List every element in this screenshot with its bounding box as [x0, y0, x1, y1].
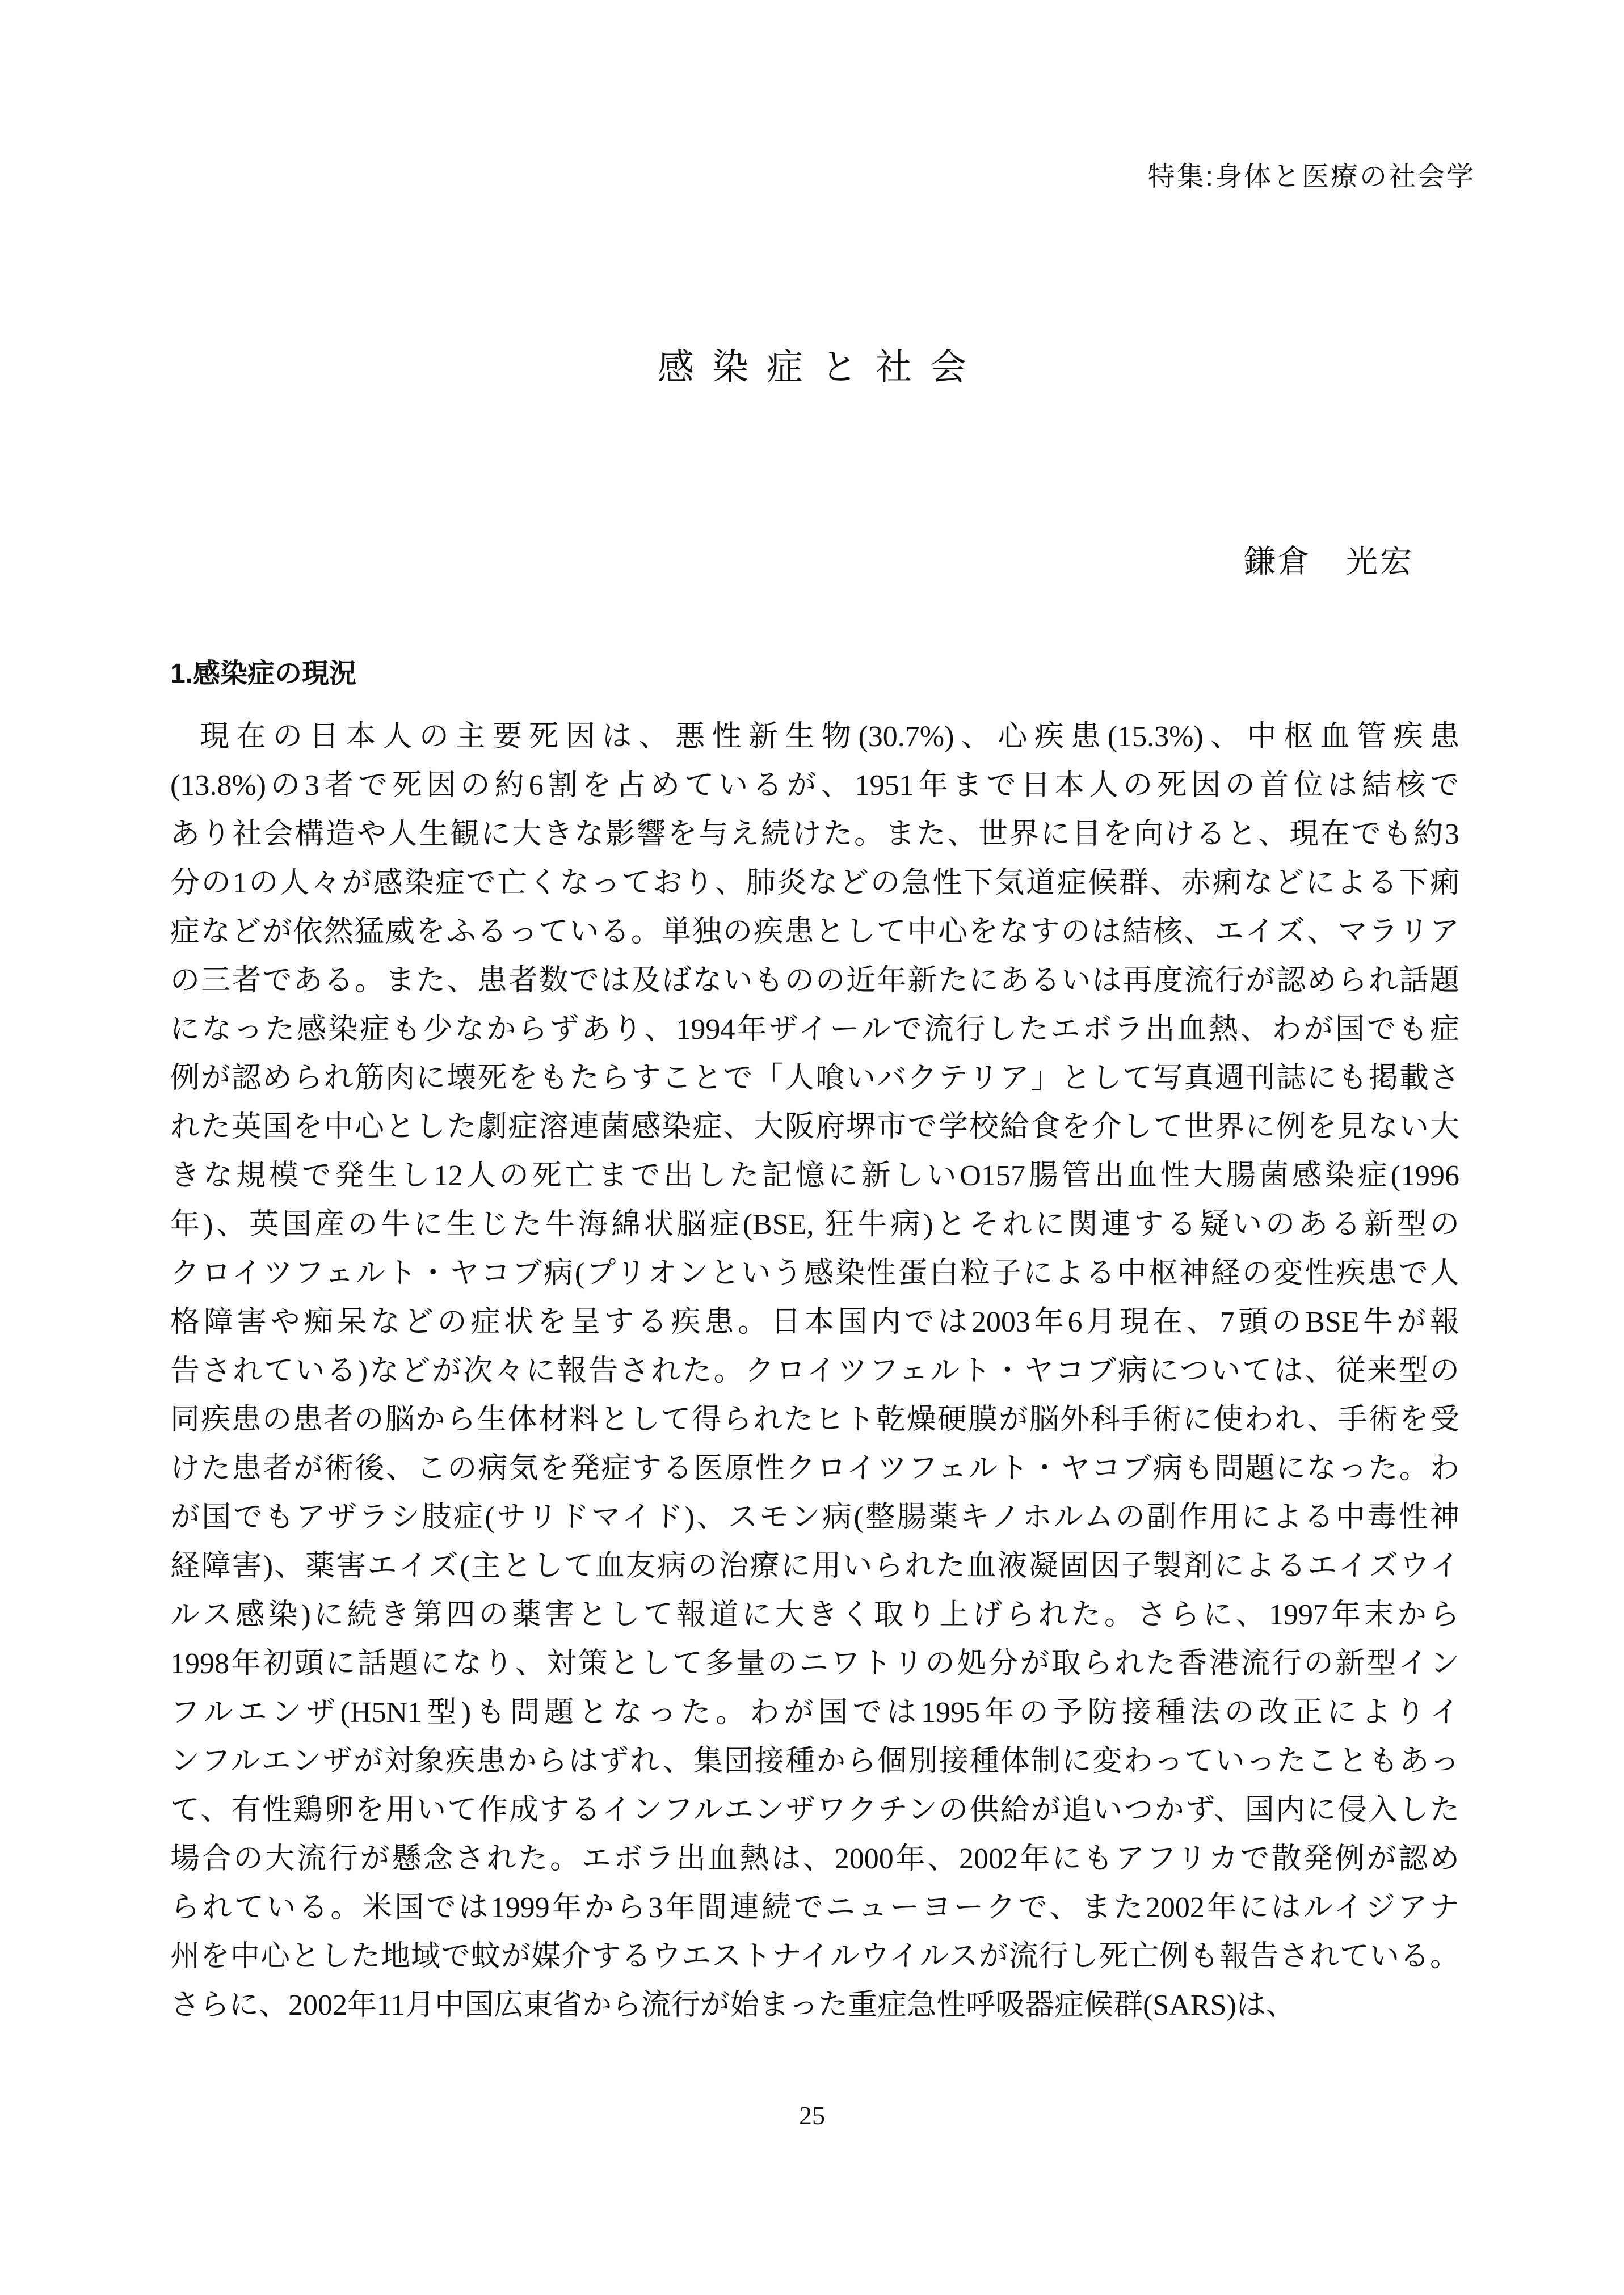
- body-line: あり社会構造や人生観に大きな影響を与え続けた。また、世界に目を向けると、現在でも約3: [170, 818, 1459, 850]
- body-line: (13.8%)の3者で死因の約6割を占めているが、1951年まで日本人の死因の首位は結核で: [170, 769, 1459, 802]
- body-line: さらに、2002年11月中国広東省から流行が始まった重症急性呼吸器症候群(SARS)は、: [170, 1989, 1295, 2022]
- body-line: 現在の日本人の主要死因は、悪性新生物(30.7%)、心疾患(15.3%)、中枢血管疾患: [200, 721, 1459, 753]
- body-line: になった感染症も少なからずあり、1994年ザイールで流行したエボラ出血熱、わが国でも症: [170, 1013, 1459, 1046]
- body-line: ルス感染)に続き第四の薬害として報道に大きく取り上げられた。さらに、1997年末から: [170, 1599, 1459, 1631]
- body-line: フルエンザ(H5N1型)も問題となった。わが国では1995年の予防接種法の改正によりイ: [170, 1696, 1459, 1729]
- body-line: の三者である。また、患者数では及ばないものの近年新たにあるいは再度流行が認められ話題: [170, 965, 1459, 997]
- body-line: けた患者が術後、この病気を発症する医原性クロイツフェルト・ヤコブ病も問題になった。わ: [170, 1452, 1459, 1485]
- article-body: [170, 657, 1459, 2030]
- body-line: 年)、英国産の牛に生じた牛海綿状脳症(BSE, 狂牛病)とそれに関連する疑いのある新型の: [170, 1208, 1459, 1241]
- section-heading: 1.感染症の現況: [170, 659, 357, 689]
- body-line: きな規模で発生し12人の死亡まで出した記憶に新しいO157腸管出血性大腸菌感染症(1996: [170, 1160, 1459, 1192]
- body-line: 経障害)、薬害エイズ(主として血友病の治療に用いられた血液凝固因子製剤によるエイズウイ: [170, 1550, 1459, 1582]
- body-line: て、有性鶏卵を用いて作成するインフルエンザワクチンの供給が追いつかず、国内に侵入した: [170, 1794, 1459, 1826]
- body-line: 症などが依然猛威をふるっている。単独の疾患として中心をなすのは結核、エイズ、マラリア: [170, 916, 1459, 948]
- body-line: れた英国を中心とした劇症溶連菌感染症、大阪府堺市で学校給食を介して世界に例を見ない大: [170, 1111, 1459, 1143]
- page-number: 25: [799, 2101, 825, 2130]
- body-line: 州を中心とした地域で蚊が媒介するウエストナイルウイルスが流行し死亡例も報告されている。: [170, 1940, 1459, 1973]
- body-line: 告されている)などが次々に報告された。クロイツフェルト・ヤコブ病については、従来型の: [170, 1355, 1459, 1387]
- body-line: 1998年初頭に話題になり、対策として多量のニワトリの処分が取られた香港流行の新型イン: [170, 1648, 1459, 1680]
- article-title: 感染症と社会: [658, 347, 985, 388]
- body-line: 例が認められ筋肉に壊死をもたらすことで「人喰いバクテリア」として写真週刊誌にも掲載さ: [170, 1062, 1459, 1094]
- body-line: クロイツフェルト・ヤコブ病(プリオンという感染性蛋白粒子による中枢神経の変性疾患で人: [170, 1257, 1459, 1290]
- body-line: 同疾患の患者の脳から生体材料として得られたヒト乾燥硬膜が脳外科手術に使われ、手術を受: [170, 1404, 1459, 1436]
- body-line: 格障害や痴呆などの症状を呈する疾患。日本国内では2003年6月現在、7頭のBSE牛が報: [170, 1306, 1459, 1338]
- body-line: 場合の大流行が懸念された。エボラ出血熱は、2000年、2002年にもアフリカで散発例が認め: [170, 1843, 1459, 1875]
- body-line: 分の1の人々が感染症で亡くなっており、肺炎などの急性下気道症候群、赤痢などによる下痢: [170, 867, 1459, 899]
- header-tagline: 特集:身体と医療の社会学: [1147, 162, 1475, 192]
- author-name: 鎌倉 光宏: [1244, 545, 1414, 580]
- body-line: ンフルエンザが対象疾患からはずれ、集団接種から個別接種体制に変わっていったこともあっ: [170, 1745, 1459, 1778]
- body-line: られている。米国では1999年から3年間連続でニューヨークで、また2002年にはルイジアナ: [170, 1892, 1459, 1924]
- body-line: が国でもアザラシ肢症(サリドマイド)、スモン病(整腸薬キノホルムの副作用による中毒性神: [170, 1501, 1459, 1534]
